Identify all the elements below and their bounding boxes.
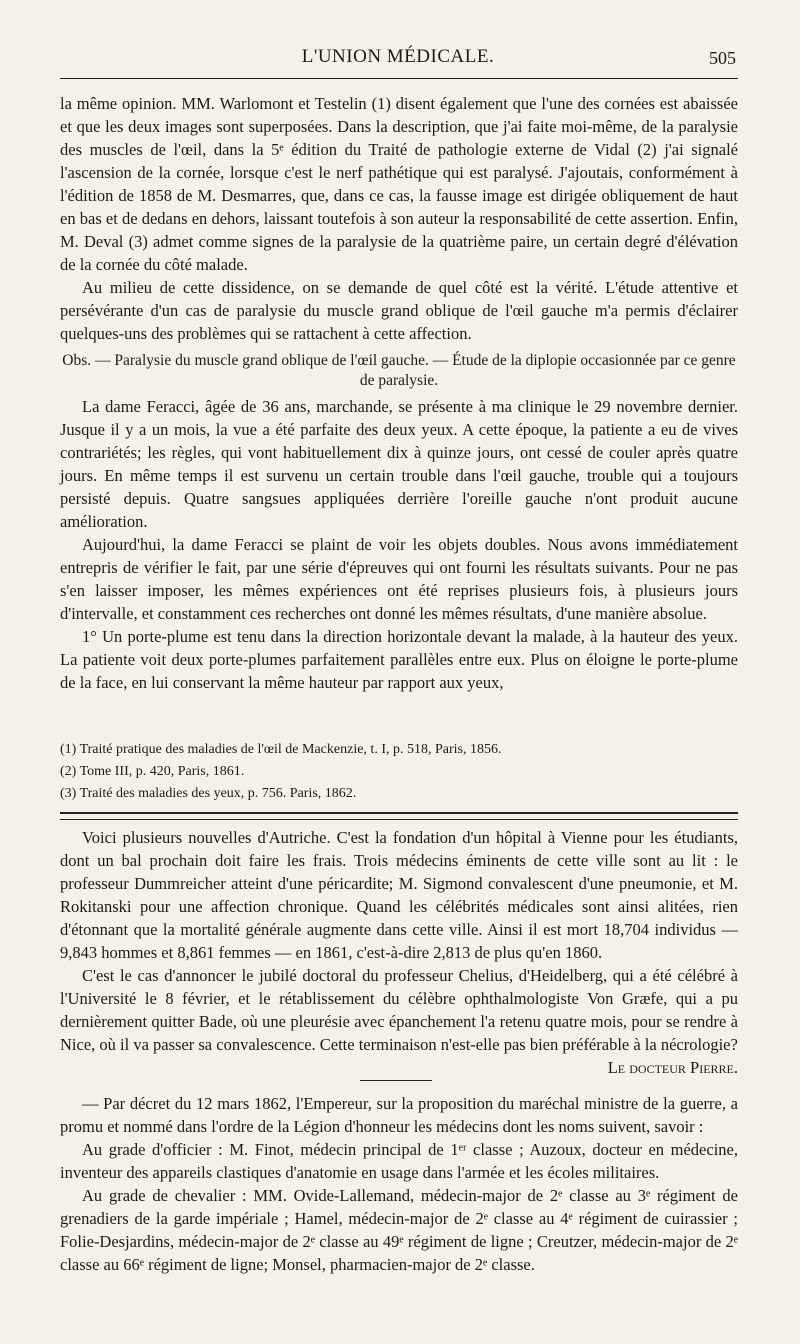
footnote: (1) Traité pratique des maladies de l'œil de Mackenzie, t. I, p. 518, Paris, 1856. bbox=[60, 742, 502, 757]
decree-section bbox=[60, 1092, 738, 1276]
signature: Le docteur Pierre. bbox=[607, 1058, 738, 1077]
news-section bbox=[60, 826, 738, 1079]
paragraph: La dame Feracci, âgée de 36 ans, marchande, se présente à ma clinique le 29 novembre dernier. Jusque il y a un mois, la vue a été parfaite des deux yeux. A cette époque, la patiente a eu de vives contrariétés; les règles, qui vont habituellement dix à quinze jours, ont cessé de couler après quatre jours. En même temps il est survenu un certain trouble dans l'œil gauche, trouble qui a toujours persisté depuis. Quatre sangsues appliquées derrière l'oreille gauche n'ont produit aucune amélioration. bbox=[60, 397, 738, 531]
paragraph: Au milieu de cette dissidence, on se demande de quel côté est la vérité. L'étude attentive et persévérante d'un cas de paralysie du muscle grand oblique de l'œil gauche m'a permis d'éclairer quelques-uns des problèmes qui se rattachent à cette affection. bbox=[60, 278, 738, 343]
header-rule bbox=[60, 78, 738, 79]
paragraph: Au grade de chevalier : MM. Ovide-Lallemand, médecin-major de 2ᵉ classe au 3ᵉ régiment de grenadiers de la garde impériale ; Hamel, médecin-major de 2ᵉ classe au 4ᵉ régiment de cuirassier ; Folie-Desjardins, médecin-major de 2ᵉ classe au 49ᵉ régiment de ligne ; Creutzer, médecin-major de 2ᵉ classe au 66ᵉ régiment de ligne; Monsel, pharmacien-major de 2ᵉ classe. bbox=[60, 1186, 738, 1274]
observation-heading: Obs. — Paralysie du muscle grand oblique de l'œil gauche. — Étude de la diplopie occasionnée par ce genre de paralysie. bbox=[62, 352, 736, 389]
paragraph: C'est le cas d'annoncer le jubilé doctoral du professeur Chelius, d'Heidelberg, qui a été célébré à l'Université le 8 février, et le rétablissement du célèbre ophthalmologiste Von Græfe, qui a pu dernièrement quitter Bade, où une pleurésie avec épanchement l'a retenu quatre mois, pour se rendre à Nice, où il va passer sa convalescence. Cette terminaison n'est-elle pas bien préférable à la nécrologie? bbox=[60, 966, 738, 1054]
article-body bbox=[60, 92, 738, 694]
footnote: (3) Traité des maladies des yeux, p. 756. Paris, 1862. bbox=[60, 786, 357, 801]
journal-title: L'UNION MÉDICALE. bbox=[301, 46, 495, 67]
paragraph: la même opinion. MM. Warlomont et Testelin (1) disent également que l'une des cornées est abaissée et que les deux images sont superposées. Dans la description, que j'ai faite moi-même, de la paralysie des muscles de l'œil, dans la 5ᵉ édition du Traité de pathologie externe de Vidal (2) j'ai signalé l'ascension de la cornée, lorsque c'est le nerf pathétique qui est paralysé. J'ajoutais, conformément à l'édition de 1858 de M. Desmarres, que, dans ce cas, la fausse image est dirigée obliquement de haut en bas et de dedans en dehors, laissant toutefois à son auteur la responsabilité de cette assertion. Enfin, M. Deval (3) admet comme signes de la paralysie de la quatrième paire, un certain degré d'élévation de la cornée du côté malade. bbox=[60, 94, 738, 274]
footnotes bbox=[60, 740, 738, 806]
paragraph: Au grade d'officier : M. Finot, médecin principal de 1ᵉʳ classe ; Auzoux, docteur en médecine, inventeur des appareils clastiques d'anatomie en usage dans l'armée et les écoles militaires. bbox=[60, 1140, 738, 1182]
paragraph: 1° Un porte-plume est tenu dans la direction horizontale devant la malade, à la hauteur des yeux. La patiente voit deux porte-plumes parfaitement parallèles entre eux. Plus on éloigne le porte-plume de la face, en lui conservant la même hauteur par rapport aux yeux, bbox=[60, 627, 738, 692]
paragraph: Aujourd'hui, la dame Feracci se plaint de voir les objets doubles. Nous avons immédiatement entrepris de vérifier le fait, par une série d'épreuves qui ont fourni les résultats suivants. Pour ne pas s'en laisser imposer, les mêmes expériences ont été reprises plusieurs fois, à plusieurs jours d'intervalle, et constamment ces recherches ont donné les mêmes résultats, d'une manière absolue. bbox=[60, 535, 738, 623]
short-divider bbox=[360, 1080, 432, 1081]
paragraph: Voici plusieurs nouvelles d'Autriche. C'est la fondation d'un hôpital à Vienne pour les étudiants, dont un bal prochain doit faire les frais. Trois médecins éminents de cette ville sont au lit : le professeur Dummreicher atteint d'une péricardite; M. Sigmond convalescent d'une pneumonie, et M. Rokitanski pour une affection chronique. Quand les célébrités médicales sont ainsi alitées, rien d'étonnant que la mortalité générale augmente dans cette ville. Ainsi il est mort 18,704 individus — 9,843 hommes et 8,861 femmes — en 1861, c'est-à-dire 2,813 de plus qu'en 1860. bbox=[60, 828, 738, 962]
section-divider bbox=[60, 812, 738, 820]
running-header bbox=[60, 46, 736, 76]
paragraph: — Par décret du 12 mars 1862, l'Empereur, sur la proposition du maréchal ministre de la guerre, a promu et nommé dans l'ordre de la Légion d'honneur les médecins dont les noms suivent, savoir : bbox=[60, 1094, 738, 1136]
page-number: 505 bbox=[709, 48, 736, 68]
footnote: (2) Tome III, p. 420, Paris, 1861. bbox=[60, 764, 245, 779]
